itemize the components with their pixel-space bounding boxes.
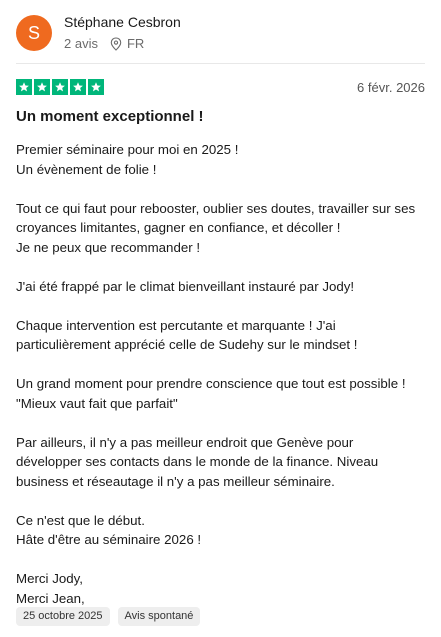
- review-line: Premier séminaire pour moi en 2025 !: [16, 142, 239, 157]
- star-icon: [70, 79, 86, 95]
- review-paragraph: [16, 511, 416, 550]
- star-icon: [16, 79, 32, 95]
- review-paragraph: [16, 569, 416, 608]
- reviewer-header: [16, 14, 181, 52]
- review-title[interactable]: Un moment exceptionnel !: [16, 108, 204, 125]
- review-paragraph: [16, 140, 416, 179]
- review-line: Ce n'est que le début.: [16, 512, 145, 528]
- review-line: Merci Jean,: [16, 590, 85, 606]
- experience-date-tag: 25 octobre 2025: [16, 607, 110, 626]
- review-count: 2 avis: [64, 36, 98, 51]
- reviewer-name[interactable]: Stéphane Cesbron: [64, 14, 181, 30]
- location-pin-icon: [110, 37, 122, 51]
- star-rating: [16, 79, 104, 95]
- reviewer-meta: [64, 14, 181, 52]
- review-date: 6 févr. 2026: [357, 79, 425, 95]
- review-body: [16, 140, 416, 608]
- review-tags: [16, 607, 200, 626]
- star-icon: [34, 79, 50, 95]
- reviewer-details: [64, 36, 181, 52]
- review-line: Hâte d'être au séminaire 2026 !: [16, 532, 202, 547]
- review-paragraph: [16, 199, 416, 258]
- rating-row: [16, 78, 425, 96]
- review-line: Merci Jody,: [16, 571, 83, 586]
- review-line: Un évènement de folie !: [16, 161, 157, 177]
- review-line: Par ailleurs, il n'y a pas meilleur endroit que Genève pour développer ses contacts dans le monde de la finance. Niveau business et réseautage il n'y a pas meilleur séminaire.: [16, 434, 379, 489]
- review-paragraph: [16, 316, 416, 355]
- review-paragraph: [16, 374, 416, 413]
- star-icon: [88, 79, 104, 95]
- review-line: J'ai été frappé par le climat bienveillant instauré par Jody!: [16, 278, 355, 294]
- review-line: Un grand moment pour prendre conscience que tout est possible ! "Mieux vaut fait que parfait": [16, 376, 406, 411]
- review-paragraph: [16, 433, 416, 492]
- star-icon: [52, 79, 68, 95]
- avatar[interactable]: S: [16, 15, 52, 51]
- reviewer-country: FR: [126, 36, 145, 51]
- review-line: Chaque intervention est percutante et marquante ! J'ai particulièrement apprécié celle de Sudehy sur le mindset !: [16, 317, 358, 352]
- source-tag[interactable]: Avis spontané: [118, 607, 201, 626]
- review-line: Je ne peux que recommander !: [16, 239, 201, 255]
- review-line: Tout ce qui faut pour rebooster, oublier ses doutes, travailler sur ses croyances limitantes, gagner en confiance, et décoller !: [16, 200, 416, 235]
- review-paragraph: [16, 277, 416, 297]
- divider: [16, 63, 425, 64]
